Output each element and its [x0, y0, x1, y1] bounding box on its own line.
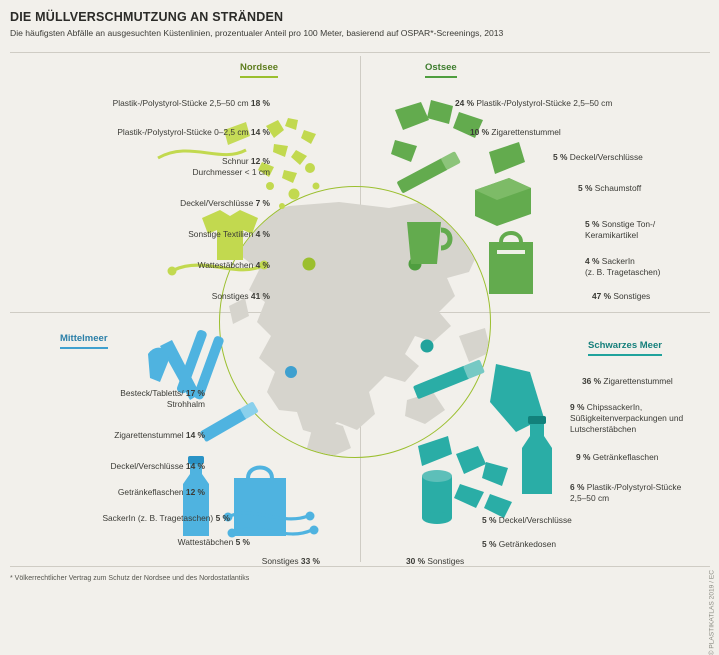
list-item: 6 % Plastik-/Polystyrol-Stücke 2,5–50 cm	[570, 482, 682, 503]
list-item: 5 % Schaumstoff	[578, 183, 642, 193]
footnote: * Völkerrechtlicher Vertrag zum Schutz der Nordsee und des Nordostatlantiks	[10, 575, 250, 582]
schwarzes-meer-illustration	[380, 358, 580, 558]
list-item: 36 % Zigarettenstummel	[582, 376, 673, 386]
page-title: DIE MÜLLVERSCHMUTZUNG AN STRÄNDEN	[10, 10, 284, 24]
list-item: Wattestäbchen 4 %	[197, 260, 270, 270]
list-item: 47 % Sonstiges	[592, 291, 651, 301]
section-heading-schwarzes-meer: Schwarzes Meer	[588, 340, 662, 356]
list-item: Deckel/Verschlüsse 7 %	[180, 198, 270, 208]
list-item: Getränkeflaschen 12 %	[117, 487, 205, 497]
list-item: Wattestäbchen 5 %	[177, 537, 250, 547]
list-item: 10 % Zigarettenstummel	[470, 127, 561, 137]
header-divider	[10, 52, 710, 53]
nordsee-illustration	[150, 110, 355, 310]
list-item: 9 % Getränkeflaschen	[576, 452, 659, 462]
page-subtitle: Die häufigsten Abfälle an ausgesuchten Küstenlinien, prozentualer Anteil pro 100 Meter, basierend auf OSPAR*-Screenings, 2013	[10, 28, 504, 38]
list-item: Schnur 12 % Durchmesser < 1 cm	[192, 156, 270, 177]
credit-line: © PLASTIKATLAS 2019 / EC	[708, 570, 715, 655]
list-item: 24 % Plastik-/Polystyrol-Stücke 2,5–50 cm	[455, 98, 613, 108]
section-heading-ostsee: Ostsee	[425, 62, 457, 78]
header	[10, 10, 710, 38]
list-item: Besteck/Tabletts/ 17 % Strohhalm	[120, 388, 205, 409]
list-item: 5 % Deckel/Verschlüsse	[482, 515, 572, 525]
list-item: 5 % Sonstige Ton-/ Keramikartikel	[585, 219, 656, 240]
list-item: Sonstige Textilien 4 %	[188, 229, 270, 239]
list-item: 4 % SackerIn (z. B. Tragetaschen)	[585, 256, 661, 277]
list-item: 5 % Getränkedosen	[482, 539, 557, 549]
map-dot-schwarzes-meer	[421, 340, 434, 353]
list-item: Zigarettenstummel 14 %	[114, 430, 205, 440]
section-heading-nordsee: Nordsee	[240, 62, 278, 78]
list-item: Plastik-/Polystyrol-Stücke 2,5–50 cm 18 %	[112, 98, 270, 108]
list-item: Sonstiges 41 %	[211, 291, 270, 301]
list-item: 9 % ChipssackerIn, Süßigkeitenverpackungen und Lutscherstäbchen	[570, 402, 684, 434]
list-item: 30 % Sonstiges	[406, 556, 465, 566]
list-item: Sonstiges 33 %	[261, 556, 320, 566]
list-item: SackerIn (z. B. Tragetaschen) 5 %	[102, 513, 230, 523]
list-item: 5 % Deckel/Verschlüsse	[553, 152, 643, 162]
list-item: Deckel/Verschlüsse 14 %	[110, 461, 205, 471]
list-item: Plastik-/Polystyrol-Stücke 0–2,5 cm 14 %	[117, 127, 270, 137]
section-heading-mittelmeer: Mittelmeer	[60, 333, 108, 349]
